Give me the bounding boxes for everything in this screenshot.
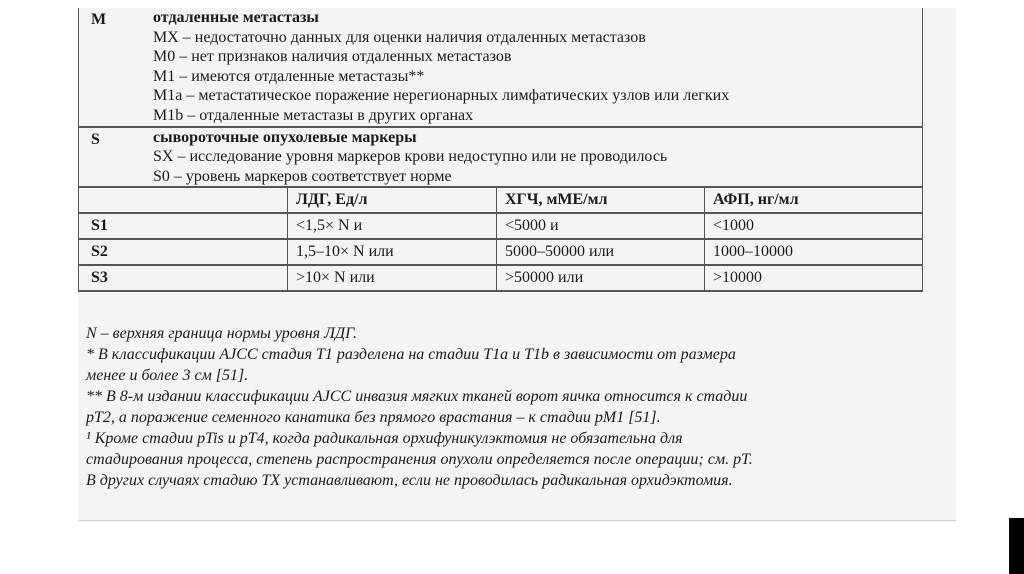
table-cell: >10× N или [287,266,496,290]
section-line: M0 – нет признаков наличия отдаленных метастазов [153,48,512,66]
table-header-cell: ХГЧ, мМЕ/мл [496,188,704,212]
section-s [79,128,922,189]
section-body [145,128,922,187]
table-header-cell: АФП, нг/мл [704,188,922,212]
section-code: M [91,11,107,28]
table-cell: 5000–50000 или [496,240,704,264]
table-cell: >10000 [704,266,922,290]
section-line: SX – исследование уровня маркеров крови недоступно или не проводилось [153,148,668,166]
section-line: S0 – уровень маркеров соответствует норме [153,167,452,185]
section-line: M1a – метастатическое поражение нерегионарных лимфатических узлов или легких [153,87,730,105]
footnote-line: * В классификации AJCC стадия T1 разделена на стадии T1a и T1b в зависимости от размера [86,346,736,363]
table-cell: <5000 и [496,214,704,238]
table-row [79,266,922,292]
table-cell: >50000 или [496,266,704,290]
table-cell: 1,5–10× N или [287,240,496,264]
table-cell: <1000 [704,214,922,238]
staging-table [78,8,923,292]
section-line: M1b – отдаленные метастазы в других органах [153,106,474,124]
section-title: сывороточные опухолевые маркеры [153,128,417,146]
section-body [145,8,922,126]
table-cell: S3 [91,269,108,287]
section-code: S [91,130,100,148]
section-m [79,8,922,128]
table-cell: 1000–10000 [704,240,922,264]
section-title: отдаленные метастазы [153,9,319,26]
table-header-cell: ЛДГ, Ед/л [287,188,496,212]
footnote-line: ** В 8-м издании классификации AJCC инвазия мягких тканей ворот яичка относится к стадии [86,388,748,405]
table-cell: <1,5× N и [287,214,496,238]
edge-block [1009,518,1024,574]
footnote-line: pT2, а поражение семенного канатика без прямого врастания – к стадии pM1 [51]. [86,409,661,426]
table-header-cell [79,188,287,212]
footnote-line: N – верхняя граница нормы уровня ЛДГ. [86,325,357,342]
footnote-line: В других случаях стадию TX устанавливают, если не проводилась радикальная орхидэктомия. [86,472,733,489]
document-page [78,8,956,521]
table-row [79,214,922,240]
footnote-line: стадирования процесса, степень распространения опухоли определяется после операции; см. pT. [86,451,753,468]
table-row [79,240,922,266]
section-line: MX – недостаточно данных для оценки наличия отдаленных метастазов [153,28,646,46]
section-line: M1 – имеются отдаленные метастазы** [153,67,425,85]
table-header-row [79,188,922,214]
footnote-line: ¹ Кроме стадии pTis и pT4, когда радикальная орхифуникулэктомия не обязательна для [86,430,683,447]
marker-table [79,188,922,292]
footnotes [78,323,936,491]
footnote-line: менее и более 3 см [51]. [86,367,249,384]
table-cell: S2 [91,243,108,261]
table-cell: S1 [91,217,108,235]
